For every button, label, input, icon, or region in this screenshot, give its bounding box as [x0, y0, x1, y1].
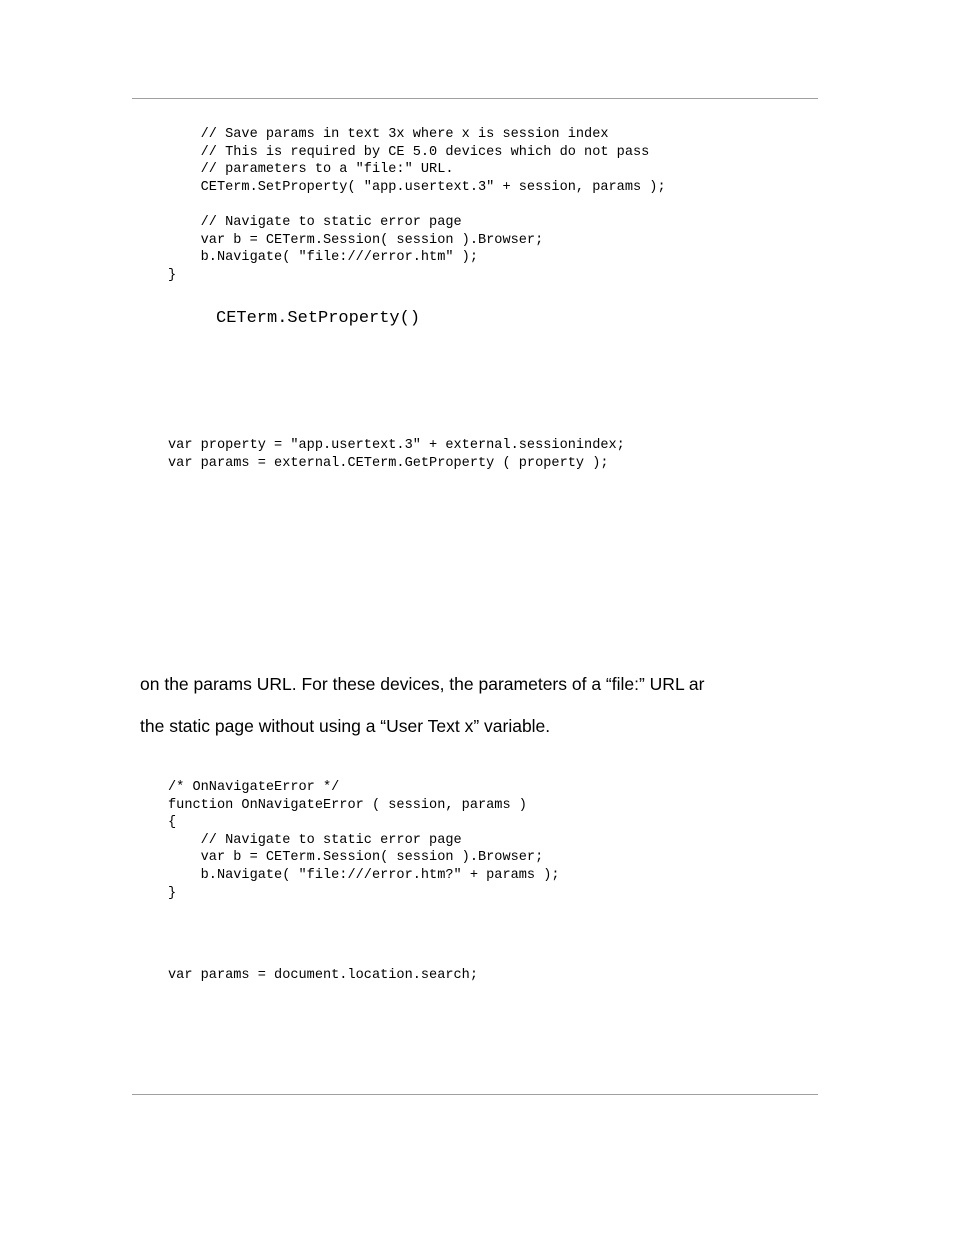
- inline-code-setproperty: CETerm.SetProperty(): [216, 309, 421, 328]
- code-line: }: [168, 267, 177, 283]
- code-line: var b = CETerm.Session( session ).Browser;: [168, 232, 544, 248]
- code-line: // Navigate to static error page: [168, 214, 462, 230]
- code-line: var b = CETerm.Session( session ).Browser;: [168, 850, 544, 866]
- code-line: [168, 196, 666, 214]
- code-line: var property = "app.usertext.3" + external.sessionindex;: [168, 438, 625, 453]
- code-line: /* OnNavigateError */: [168, 780, 340, 795]
- code-line: {: [168, 815, 177, 831]
- code-block-get-property: [168, 437, 625, 472]
- paragraph-line: on the params URL. For these devices, the parameters of a “file:” URL ar: [140, 674, 705, 694]
- code-line: b.Navigate( "file:///error.htm?" + params );: [168, 867, 560, 883]
- code-line: var params = document.location.search;: [168, 968, 478, 983]
- code-line: // parameters to a "file:" URL.: [168, 162, 454, 178]
- code-line: // Save params in text 3x where x is session index: [168, 127, 609, 142]
- code-block-on-navigate-error: [168, 779, 560, 902]
- code-line: // This is required by CE 5.0 devices which do not pass: [168, 144, 650, 160]
- paragraph-line: the static page without using a “User Text x” variable.: [140, 716, 551, 736]
- footer-rule: [132, 1094, 818, 1095]
- code-line: function OnNavigateError ( session, params ): [168, 797, 527, 813]
- code-line: var params = external.CETerm.GetProperty ( property );: [168, 455, 609, 471]
- code-line: CETerm.SetProperty( "app.usertext.3" + session, params );: [168, 179, 666, 195]
- header-rule: [132, 98, 818, 99]
- code-block-save-params: [168, 126, 666, 284]
- code-line: }: [168, 885, 177, 901]
- code-line: b.Navigate( "file:///error.htm" );: [168, 250, 478, 266]
- code-block-location-search: [168, 967, 478, 985]
- code-line: // Navigate to static error page: [168, 832, 462, 848]
